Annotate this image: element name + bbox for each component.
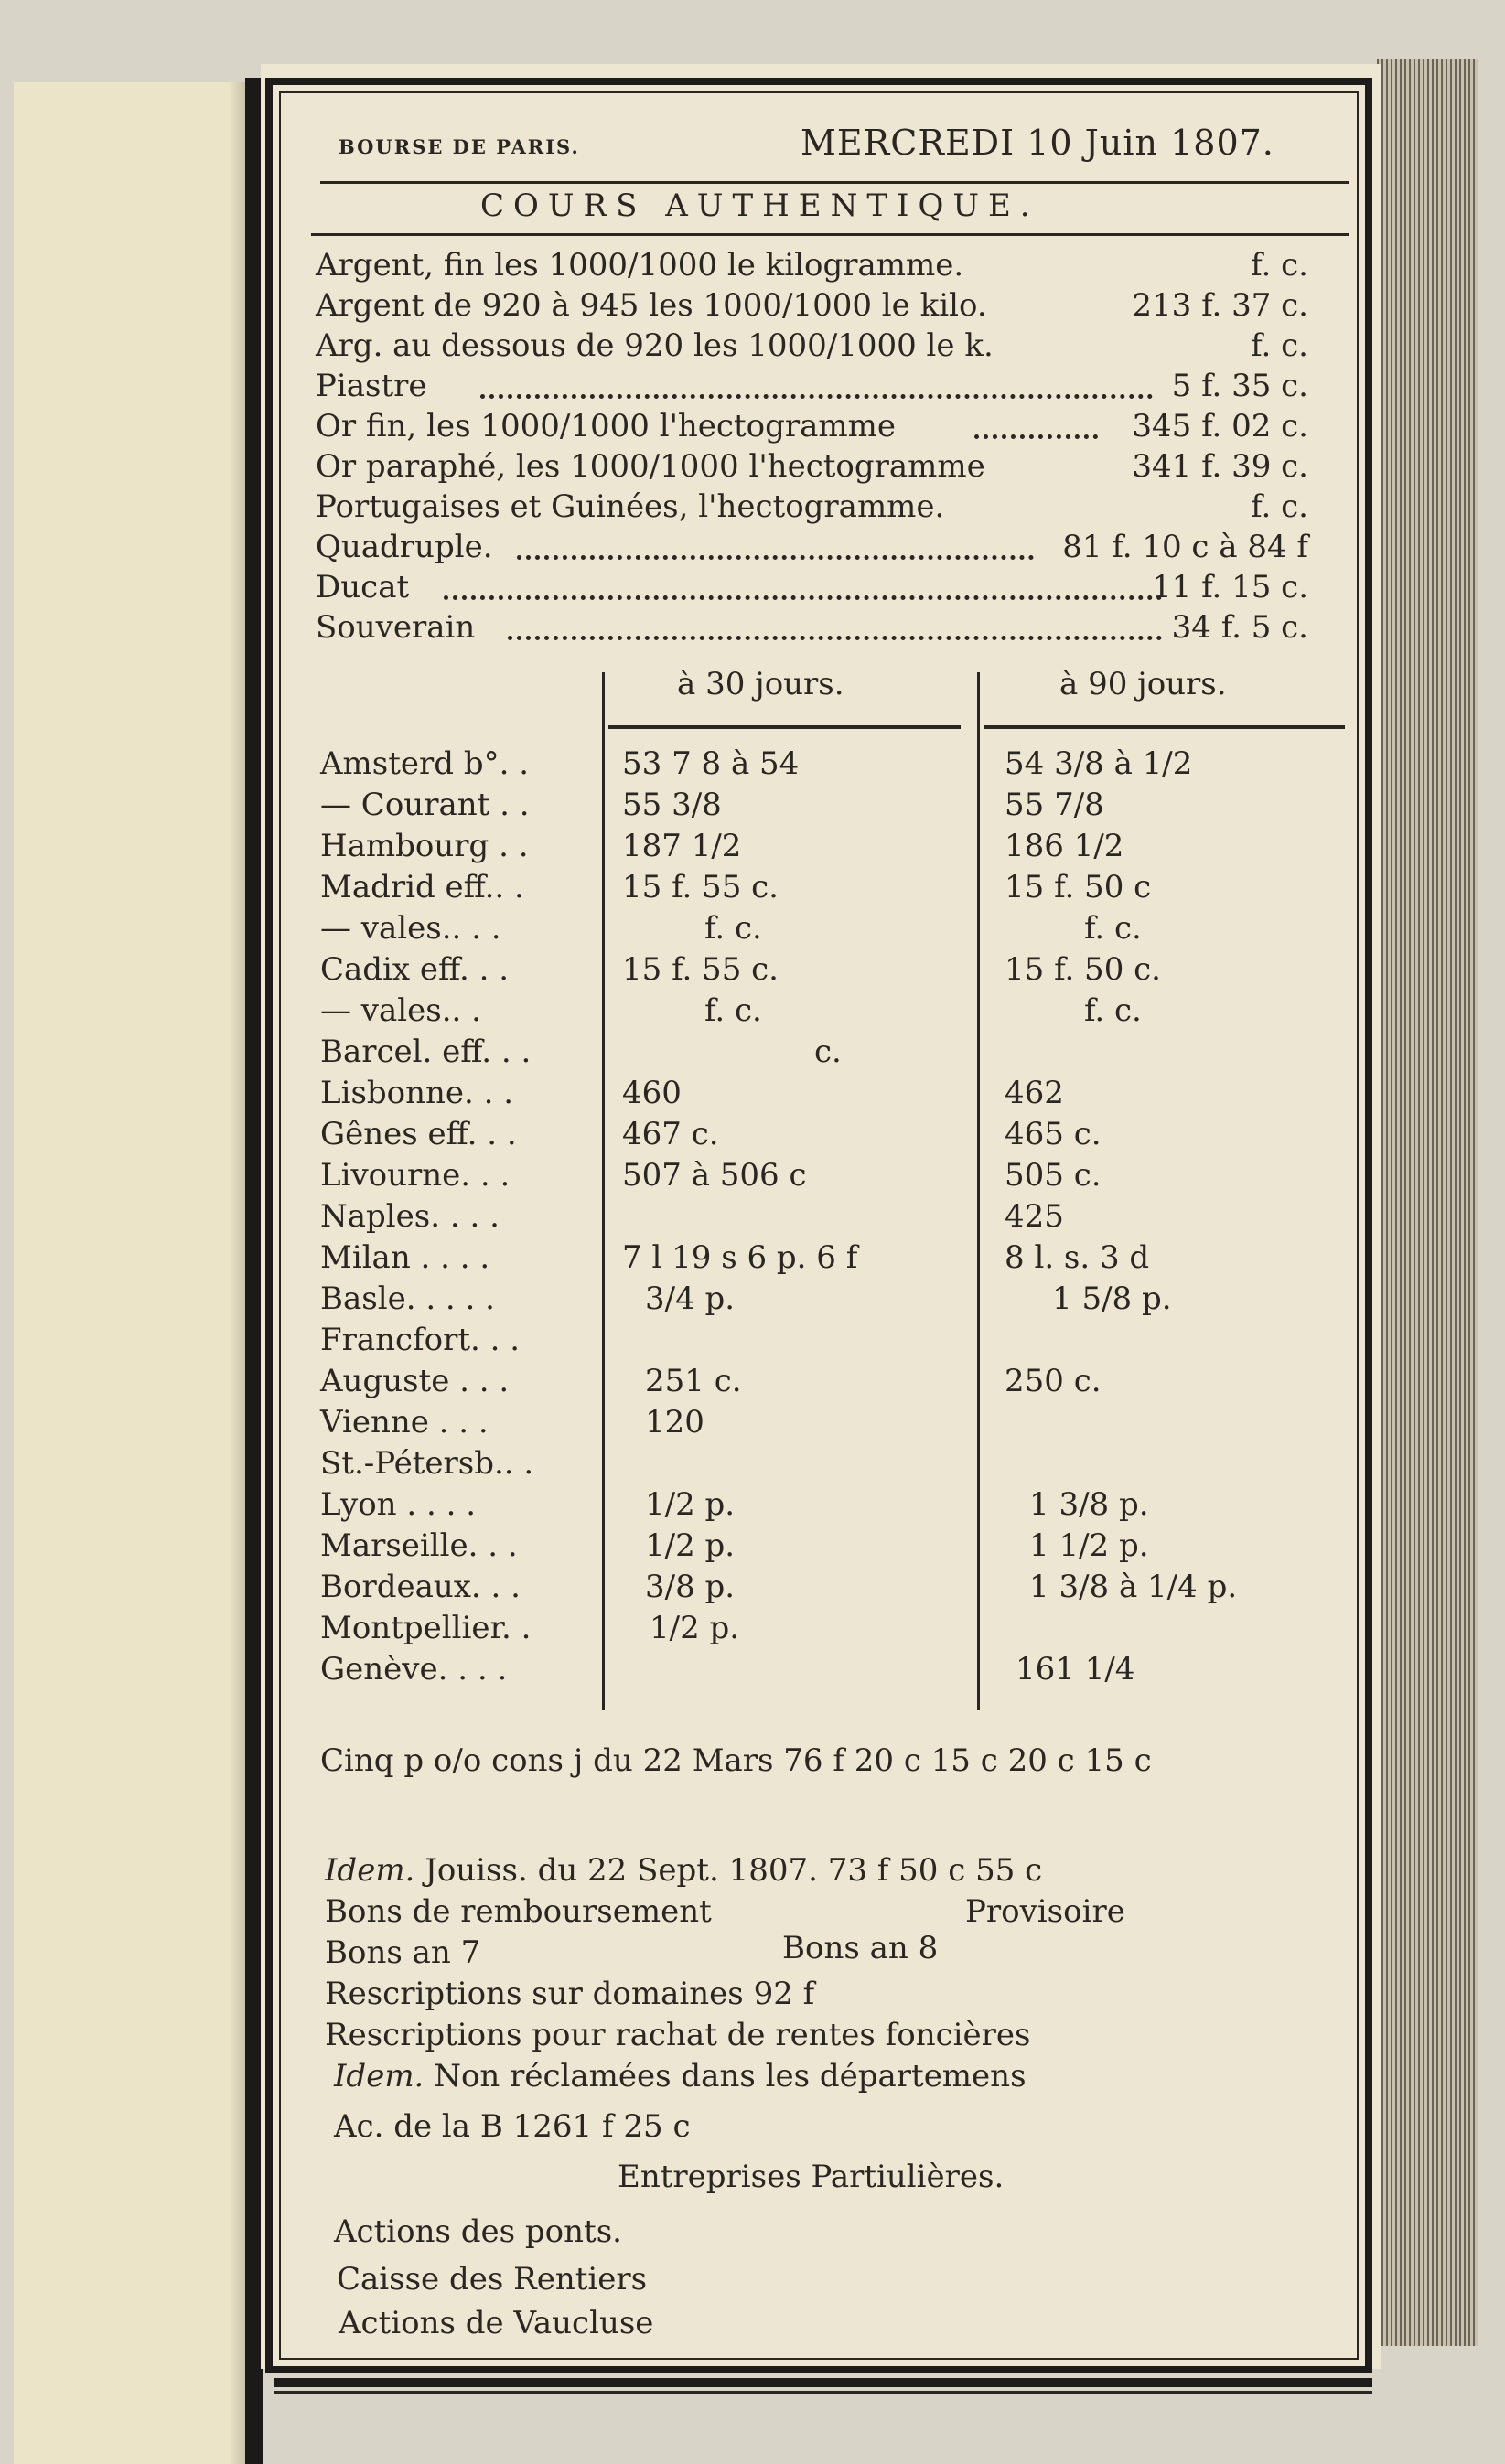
- exchange-90: 1 1/2 p.: [1029, 1527, 1149, 1564]
- exchange-30: 120: [645, 1404, 704, 1441]
- leader-dots: [508, 636, 1162, 640]
- metal-value: 11 f. 15 c.: [1152, 569, 1308, 605]
- exchange-90: 186 1/2: [1005, 828, 1124, 864]
- exchange-90: 15 f. 50 c.: [1005, 951, 1161, 988]
- rescriptions-rachat: Rescriptions pour rachat de rentes foncières: [325, 2017, 1031, 2053]
- exchange-90: 425: [1005, 1198, 1064, 1235]
- bons-remboursement: Bons de remboursement: [325, 1893, 712, 1930]
- exchange-30: 187 1/2: [622, 828, 742, 864]
- exchange-90: 1 3/8 p.: [1029, 1486, 1149, 1523]
- exchange-30: 1/2 p.: [650, 1610, 740, 1646]
- exchange-place: — vales.. .: [320, 992, 481, 1029]
- exchange-30: c.: [814, 1034, 842, 1070]
- metal-value: f. c.: [1251, 488, 1308, 525]
- col-30-header-rule: [608, 725, 961, 729]
- exchange-place: Vienne . . .: [320, 1404, 489, 1441]
- col-90-header-rule: [984, 725, 1345, 729]
- exchange-place: Milan . . . .: [320, 1239, 490, 1276]
- rescriptions-domaines: Rescriptions sur domaines 92 f: [325, 1976, 815, 2012]
- exchange-30: 467 c.: [622, 1116, 719, 1152]
- col-divider-left: [602, 672, 605, 1710]
- exchange-place: — vales.. . .: [320, 910, 501, 947]
- idem-non-reclamees: [334, 2058, 1027, 2094]
- exchange-30: 15 f. 55 c.: [622, 869, 779, 905]
- exchange-30: f. c.: [704, 910, 762, 947]
- metal-label: Quadruple.: [316, 529, 493, 565]
- metal-row: [316, 287, 1308, 327]
- metal-value: 345 f. 02 c.: [1132, 408, 1308, 445]
- idem-non-reclamees-text: Non réclamées dans les départemens: [434, 2058, 1027, 2094]
- idem-jouissance: [325, 1852, 1042, 1889]
- exchange-place: Genève. . . .: [320, 1651, 508, 1687]
- metal-value: 34 f. 5 c.: [1171, 609, 1308, 646]
- exchange-place: Auguste . . .: [320, 1363, 510, 1399]
- leader-dots: [444, 595, 1162, 600]
- exchange-place: Cadix eff. . .: [320, 951, 510, 988]
- exchange-place: St.-Pétersb.. .: [320, 1445, 534, 1482]
- exchange-90: 54 3/8 à 1/2: [1005, 745, 1193, 782]
- exchange-place: Amsterd b°. .: [320, 745, 530, 782]
- entreprises-heading: Entreprises Partiulières.: [618, 2159, 1005, 2195]
- exchange-place: Barcel. eff. . .: [320, 1034, 532, 1070]
- metal-label: Argent, fin les 1000/1000 le kilogramme.: [316, 247, 964, 284]
- exchange-place: Bordeaux. . .: [320, 1569, 521, 1605]
- header-rule: [320, 181, 1349, 184]
- metal-label: Portugaises et Guinées, l'hectogramme.: [316, 488, 945, 525]
- exchange-90: 465 c.: [1005, 1116, 1102, 1152]
- metal-label: Piastre: [316, 368, 427, 404]
- metal-row: [316, 569, 1308, 609]
- exchange-90: 1 3/8 à 1/4 p.: [1029, 1569, 1238, 1605]
- exchange-30: 3/4 p.: [645, 1280, 736, 1317]
- idem-label: Idem.: [325, 1852, 415, 1889]
- leader-dots: [517, 555, 1034, 560]
- metal-row: [316, 448, 1308, 488]
- exchange-place: Naples. . . .: [320, 1198, 500, 1235]
- metal-value: f. c.: [1251, 327, 1308, 364]
- exchange-30: 460: [622, 1075, 682, 1111]
- exchange-place: Livourne. . .: [320, 1157, 511, 1194]
- exchange-90: f. c.: [1084, 910, 1142, 947]
- metal-row: [316, 408, 1308, 448]
- exchange-90: 462: [1005, 1075, 1064, 1111]
- metal-value: 213 f. 37 c.: [1132, 287, 1308, 324]
- exchange-90: 161 1/4: [1016, 1651, 1135, 1687]
- exchange-place: Lisbonne. . .: [320, 1075, 514, 1111]
- leader-dots: [480, 394, 1153, 399]
- exchange-place: Lyon . . . .: [320, 1486, 477, 1523]
- exchange-place: Madrid eff.. .: [320, 869, 524, 905]
- metal-label: Ducat: [316, 569, 410, 605]
- title-rule: [311, 233, 1349, 236]
- metal-value: 341 f. 39 c.: [1132, 448, 1308, 485]
- metal-row: [316, 327, 1308, 368]
- exchange-90: 55 7/8: [1005, 787, 1104, 823]
- exchange-place: Basle. . . . .: [320, 1280, 495, 1317]
- bourse-label: BOURSE DE PARIS.: [339, 135, 580, 158]
- bottom-rule-thin: [274, 2391, 1372, 2394]
- caisse-rentiers: Caisse des Rentiers: [337, 2261, 648, 2298]
- page-edges: [1377, 59, 1478, 2346]
- exchange-30: 507 à 506 c: [622, 1157, 807, 1194]
- metal-value: 5 f. 35 c.: [1171, 368, 1308, 404]
- metal-label: Argent de 920 à 945 les 1000/1000 le kilo.: [316, 287, 987, 324]
- exchange-30: 1/2 p.: [645, 1527, 736, 1564]
- exchange-90: 505 c.: [1005, 1157, 1102, 1194]
- metal-row: [316, 529, 1308, 569]
- exchange-90: 15 f. 50 c: [1005, 869, 1152, 905]
- bottom-rule: [274, 2378, 1372, 2387]
- actions-ponts: Actions des ponts.: [334, 2213, 622, 2250]
- exchange-30: 53 7 8 à 54: [622, 745, 800, 782]
- exchange-place: Hambourg . .: [320, 828, 529, 864]
- exchange-90: 1 5/8 p.: [1052, 1280, 1172, 1317]
- col-30-header: à 30 jours.: [677, 666, 844, 702]
- exchange-30: 15 f. 55 c.: [622, 951, 779, 988]
- metal-label: Souverain: [316, 609, 476, 646]
- exchange-30: 3/8 p.: [645, 1569, 736, 1605]
- exchange-30: 1/2 p.: [645, 1486, 736, 1523]
- exchange-place: Marseille. . .: [320, 1527, 518, 1564]
- metal-value: 81 f. 10 c à 84 f: [1062, 529, 1308, 565]
- cinq-pour-cent: Cinq p o/o cons j du 22 Mars 76 f 20 c 15 c 20 c 15 c: [320, 1742, 1152, 1779]
- metal-label: Arg. au dessous de 920 les 1000/1000 le k.: [316, 327, 994, 364]
- actions-banque: Ac. de la B 1261 f 25 c: [334, 2108, 691, 2145]
- bons-an-7: Bons an 7: [325, 1934, 481, 1971]
- exchange-place: Montpellier. .: [320, 1610, 532, 1646]
- exchange-30: 251 c.: [645, 1363, 742, 1399]
- exchange-30: 55 3/8: [622, 787, 722, 823]
- date-heading: MERCREDI 10 Juin 1807.: [801, 123, 1274, 163]
- metal-value: f. c.: [1251, 247, 1308, 284]
- col-90-header: à 90 jours.: [1059, 666, 1227, 702]
- exchange-30: f. c.: [704, 992, 762, 1029]
- exchange-place: — Courant . .: [320, 787, 530, 823]
- bons-an-8: Bons an 8: [782, 1930, 939, 1966]
- metal-label: Or paraphé, les 1000/1000 l'hectogramme: [316, 448, 985, 485]
- metal-label: Or fin, les 1000/1000 l'hectogramme: [316, 408, 896, 445]
- metal-row: [316, 368, 1308, 408]
- exchange-place: Francfort. . .: [320, 1322, 521, 1358]
- exchange-90: f. c.: [1084, 992, 1142, 1029]
- provisoire: Provisoire: [965, 1893, 1125, 1930]
- col-divider-right: [977, 672, 980, 1710]
- idem-jouissance-text: Jouiss. du 22 Sept. 1807. 73 f 50 c 55 c: [425, 1852, 1043, 1889]
- exchange-90: 250 c.: [1005, 1363, 1102, 1399]
- exchange-90: 8 l. s. 3 d: [1005, 1239, 1150, 1276]
- section-title: COURS AUTHENTIQUE.: [480, 187, 1039, 224]
- actions-vaucluse: Actions de Vaucluse: [339, 2305, 654, 2341]
- left-page: [14, 82, 253, 2464]
- metal-row: [316, 247, 1308, 287]
- metal-row: [316, 488, 1308, 529]
- exchange-place: Gênes eff. . .: [320, 1116, 517, 1152]
- exchange-30: 7 l 19 s 6 p. 6 f: [622, 1239, 858, 1276]
- metal-row: [316, 609, 1308, 649]
- idem-label: Idem.: [334, 2058, 425, 2094]
- leader-dots: [974, 434, 1098, 439]
